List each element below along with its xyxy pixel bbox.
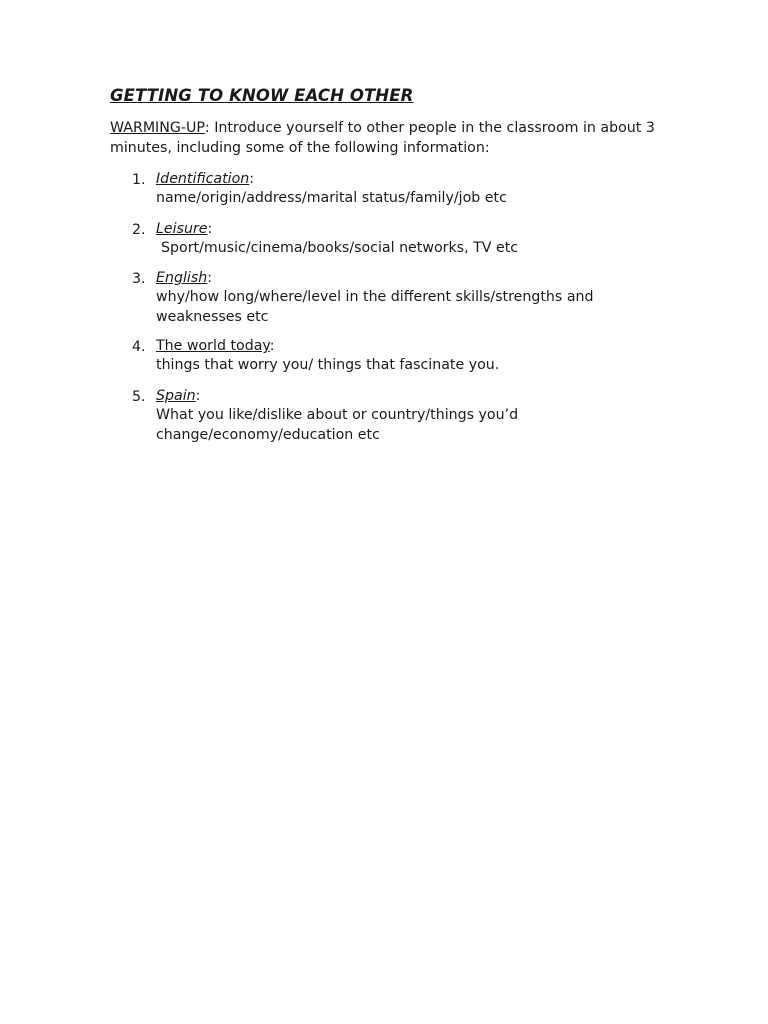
intro-text: : Introduce yourself to other people in the classroom in about 3 minutes, including some of the following information: [110, 120, 655, 156]
list-item-colon: : [207, 221, 213, 237]
list-item-label: English [156, 270, 208, 286]
list-item-details: Sport/music/cinema/books/social networks, TV etc [161, 240, 519, 256]
document-content [110, 86, 670, 455]
list-item-details: What you like/dislike about or country/things you’d change/economy/education etc [156, 407, 519, 443]
list-item-english [110, 269, 670, 327]
list-item-world-today [110, 337, 670, 375]
intro-lead: WARMING-UP [110, 120, 205, 136]
list-item-colon: : [249, 171, 255, 187]
list-item-label: Identification [156, 171, 250, 187]
list-item-number: 1. [132, 172, 146, 188]
list-item-heading [156, 170, 670, 188]
list-item-label: Spain [156, 388, 196, 404]
list-item-heading [156, 337, 670, 355]
list-item-colon: : [269, 338, 275, 354]
list-item-details: why/how long/where/level in the different skills/strengths and weaknesses etc [156, 289, 594, 325]
list-item-heading [156, 387, 670, 405]
list-item-spain [110, 387, 670, 445]
list-item-identification [110, 170, 670, 208]
document-title: GETTING TO KNOW EACH OTHER [110, 86, 414, 105]
list-item-label: The world today [156, 338, 270, 354]
list-item-details: name/origin/address/marital status/family/job etc [156, 190, 507, 206]
list-item-label: Leisure [156, 221, 208, 237]
topic-list [110, 170, 670, 445]
list-item-number: 2. [132, 222, 146, 238]
list-item-heading [156, 269, 670, 287]
list-item-number: 5. [132, 389, 146, 405]
list-item-colon: : [207, 270, 213, 286]
list-item-number: 4. [132, 339, 146, 355]
list-item-number: 3. [132, 271, 146, 287]
intro-paragraph [110, 118, 670, 158]
list-item-details: things that worry you/ things that fascinate you. [156, 357, 500, 373]
list-item-leisure [110, 220, 670, 258]
list-item-heading [156, 220, 670, 238]
list-item-colon: : [195, 388, 201, 404]
